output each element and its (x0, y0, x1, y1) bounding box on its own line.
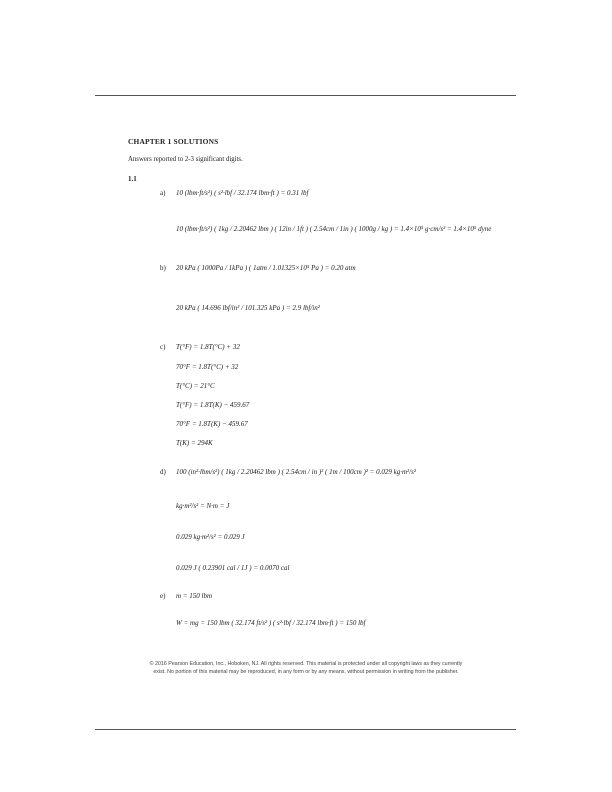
equation: 10 (lbm·ft/s²) ( 1kg / 2.20462 lbm ) ( 12in / 1ft ) ( 2.54cm / 1in ) ( 1000g / kg ) = 1.4×10⁵ g·cm/s² = 1.4×10⁵ dyne (176, 225, 492, 233)
equation: m = 150 lbm (176, 592, 213, 600)
part-b-label: b) (160, 264, 166, 272)
part-a-label: a) (160, 189, 166, 197)
top-rule (95, 95, 516, 96)
part-d-label: d) (160, 468, 166, 476)
copyright-footer (120, 661, 492, 676)
equation: 10 (lbm·ft/s²) ( s²·lbf / 32.174 lbm·ft ) = 0.31 lbf (176, 189, 309, 197)
equation: kg·m²/s² = N·m = J (176, 502, 230, 510)
equation: T(°F) = 1.8T(K) − 459.67 (176, 401, 250, 409)
equation: 70°F = 1.8T(°C) + 32 (176, 363, 239, 371)
equation: W = mg = 150 lbm ( 32.174 ft/s² ) ( s²·lbf / 32.174 lbm·ft ) = 150 lbf (176, 619, 366, 627)
equation: T(°F) = 1.8T(°C) + 32 (176, 343, 240, 351)
chapter-title: CHAPTER 1 SOLUTIONS (128, 137, 219, 146)
equation: 0.029 J ( 0.23901 cal / 1J ) = 0.0070 cal (176, 564, 290, 572)
equation: 70°F = 1.8T(K) − 459.67 (176, 420, 248, 428)
problem-number: 1.1 (128, 175, 137, 183)
equation: 20 kPa ( 14.696 lbf/in² / 101.325 kPa ) = 2.9 lbf/in² (176, 304, 320, 312)
footer-line-2: exist. No portion of this material may be reproduced, in any form or by any means, without permission in writing from the publisher. (153, 668, 459, 675)
equation: 0.029 kg·m²/s² = 0.029 J (176, 533, 245, 541)
equation: 20 kPa ( 1000Pa / 1kPa ) ( 1atm / 1.01325×10⁵ Pa ) = 0.20 atm (176, 264, 356, 272)
equation: 100 (in²·lbm/s²) ( 1kg / 2.20462 lbm ) ( 2.54cm / in )² ( 1m / 100cm )² = 0.029 kg·m²/s² (176, 468, 416, 476)
bottom-rule (95, 729, 516, 730)
equation: T(°C) = 21°C (176, 382, 215, 390)
part-e-label: e) (160, 592, 166, 600)
equation: T(K) = 294K (176, 439, 213, 447)
footer-line-1: © 2016 Pearson Education, Inc., Hoboken, NJ. All rights reserved. This material is protected under all copyright laws as they currently (149, 661, 463, 667)
part-c-label: c) (160, 343, 166, 351)
significant-digits-note: Answers reported to 2-3 significant digits. (128, 156, 243, 163)
